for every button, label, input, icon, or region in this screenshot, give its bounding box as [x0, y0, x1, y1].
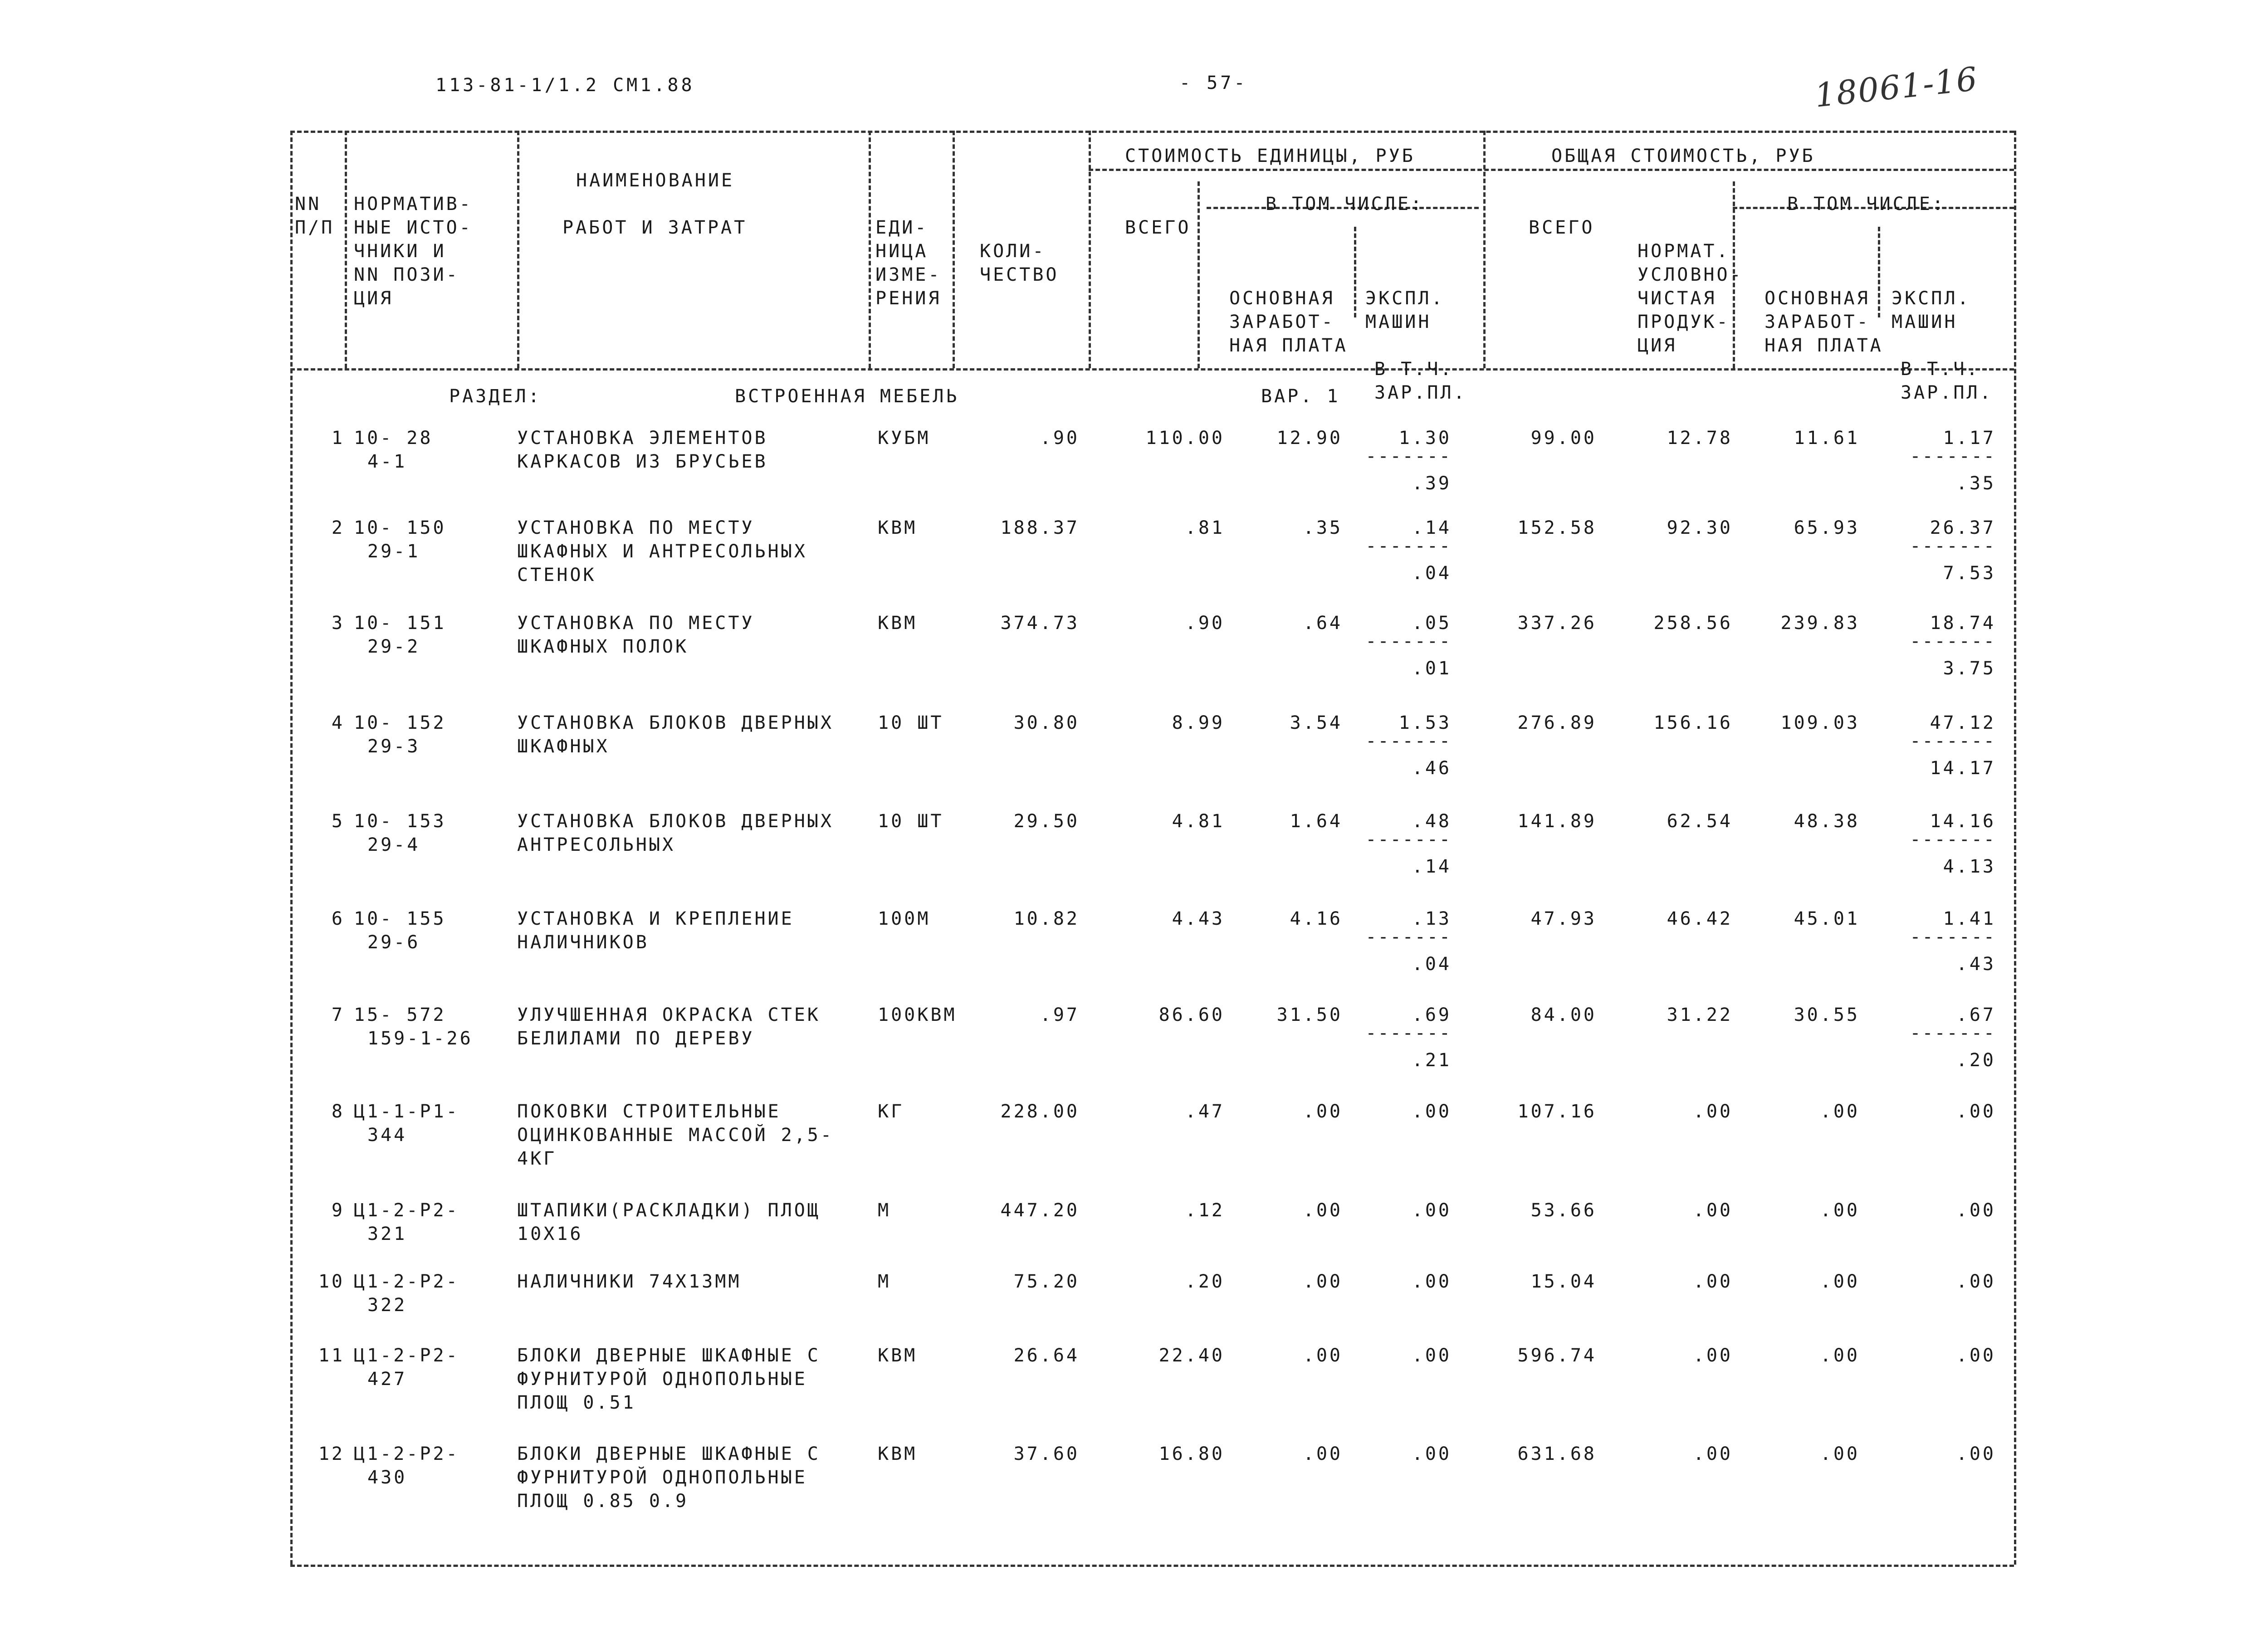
cell-u-mach: 1.53 — [1398, 712, 1452, 733]
cell-t-norm: .00 — [1693, 1271, 1733, 1292]
cell-unit: КВМ — [878, 1345, 918, 1366]
header-unit-cost: СТОИМОСТЬ ЕДИНИЦЫ, РУБ — [1125, 146, 1415, 166]
cell-t-mach: .67 — [1956, 1005, 1996, 1025]
cell-code: 430 — [367, 1467, 407, 1488]
cell-t-mach: 1.41 — [1943, 908, 1996, 929]
fraction-bar: ------- — [1910, 1023, 1996, 1044]
cell-t-wage: .00 — [1820, 1271, 1860, 1292]
cell-t-total: 276.89 — [1517, 712, 1597, 733]
cell-code: 29-3 — [367, 736, 420, 757]
cell-t-total: 141.89 — [1517, 811, 1597, 832]
cell-u-mach: .14 — [1412, 517, 1452, 538]
cell-t-wage: 11.61 — [1794, 428, 1860, 449]
cell-t-mach-wage: 7.53 — [1943, 563, 1996, 584]
cell-u-wage: 31.50 — [1276, 1005, 1343, 1025]
cell-u-mach: .00 — [1412, 1271, 1452, 1292]
cell-u-wage: .00 — [1303, 1101, 1343, 1122]
cell-u-total: .81 — [1185, 517, 1225, 538]
cell-unit: КВМ — [878, 1444, 918, 1464]
cell-qty: .97 — [1040, 1005, 1080, 1025]
cell-code: 4-1 — [367, 451, 407, 472]
cell-t-total: 99.00 — [1530, 428, 1597, 449]
cell-name: ШКАФНЫХ И АНТРЕСОЛЬНЫХ — [517, 541, 807, 562]
cell-name: НАЛИЧНИКОВ — [517, 932, 649, 953]
cell-u-mach-wage: .14 — [1412, 856, 1452, 877]
column-divider — [517, 131, 519, 368]
cell-name: ШТАПИКИ(РАСКЛАДКИ) ПЛОЩ — [517, 1200, 821, 1221]
cell-unit: 100М — [878, 908, 931, 929]
cell-t-total: 596.74 — [1517, 1345, 1597, 1366]
cell-t-wage: 48.38 — [1794, 811, 1860, 832]
cell-qty: 447.20 — [1000, 1200, 1080, 1221]
cell-name: ШКАФНЫХ — [517, 736, 610, 757]
header-norm-clean: НОРМАТ. УСЛОВНО- ЧИСТАЯ ПРОДУК- ЦИЯ — [1637, 241, 1743, 356]
cell-t-mach-wage: .20 — [1956, 1050, 1996, 1071]
cell-name: БЕЛИЛАМИ ПО ДЕРЕВУ — [517, 1028, 755, 1049]
fraction-bar: ------- — [1910, 631, 1996, 652]
cell-t-wage: .00 — [1820, 1345, 1860, 1366]
cell-t-norm: 12.78 — [1667, 428, 1733, 449]
column-divider — [2014, 131, 2016, 1565]
page-number: - 57- — [1179, 73, 1248, 93]
header-unit-machine: ЭКСПЛ. МАШИН — [1365, 288, 1445, 332]
cell-code: Ц1-2-Р2- — [354, 1271, 459, 1292]
cell-code: 10- 152 — [354, 712, 446, 733]
column-divider — [1089, 131, 1091, 368]
cell-u-total: .90 — [1185, 613, 1225, 634]
header-total-cost: ОБЩАЯ СТОИМОСТЬ, РУБ — [1551, 146, 1815, 166]
cell-n: 4 — [331, 712, 345, 733]
rule-line — [290, 1565, 2014, 1567]
cell-code: Ц1-2-Р2- — [354, 1345, 459, 1366]
fraction-bar: ------- — [1365, 927, 1452, 947]
header-unit-total: ВСЕГО — [1125, 217, 1191, 238]
cell-name: 10Х16 — [517, 1224, 583, 1244]
cell-qty: .90 — [1040, 428, 1080, 449]
cell-t-mach-wage: 3.75 — [1943, 658, 1996, 679]
cell-qty: 10.82 — [1013, 908, 1080, 929]
cell-t-mach: 26.37 — [1930, 517, 1996, 538]
cell-t-mach-wage: .35 — [1956, 473, 1996, 494]
cell-code: 10- 150 — [354, 517, 446, 538]
cell-code: 29-1 — [367, 541, 420, 562]
cell-t-total: 107.16 — [1517, 1101, 1597, 1122]
cell-u-mach-wage: .46 — [1412, 758, 1452, 779]
cell-u-mach: .00 — [1412, 1200, 1452, 1221]
cell-name: ШКАФНЫХ ПОЛОК — [517, 636, 689, 657]
cell-u-wage: 12.90 — [1276, 428, 1343, 449]
cell-unit: КВМ — [878, 517, 918, 538]
cell-qty: 26.64 — [1013, 1345, 1080, 1366]
cell-t-norm: 31.22 — [1667, 1005, 1733, 1025]
cell-t-wage: .00 — [1820, 1444, 1860, 1464]
cell-name: ОЦИНКОВАННЫЕ МАССОЙ 2,5- — [517, 1125, 834, 1146]
cell-u-mach-wage: .04 — [1412, 954, 1452, 975]
cell-qty: 75.20 — [1013, 1271, 1080, 1292]
cell-u-mach: .00 — [1412, 1101, 1452, 1122]
rule-line — [290, 131, 2014, 133]
header-col-name: НАИМЕНОВАНИЕ — [576, 170, 734, 191]
cell-unit: М — [878, 1271, 891, 1292]
column-divider — [1354, 227, 1356, 317]
rule-line — [1089, 169, 2014, 171]
header-unit-incl-wage: В Т.Ч. ЗАР.ПЛ. — [1374, 359, 1467, 403]
section-name: ВСТРОЕННАЯ МЕБЕЛЬ — [735, 386, 959, 407]
cell-name: УЛУЧШЕННАЯ ОКРАСКА СТЕК — [517, 1005, 821, 1025]
cell-t-total: 84.00 — [1530, 1005, 1597, 1025]
cell-t-wage: 30.55 — [1794, 1005, 1860, 1025]
cell-t-mach: 14.16 — [1930, 811, 1996, 832]
cell-code: 159-1-26 — [367, 1028, 473, 1049]
cell-t-total: 47.93 — [1530, 908, 1597, 929]
cell-n: 9 — [331, 1200, 345, 1221]
cell-unit: КГ — [878, 1101, 904, 1122]
cell-name: УСТАНОВКА БЛОКОВ ДВЕРНЫХ — [517, 712, 834, 733]
fraction-bar: ------- — [1910, 536, 1996, 556]
cell-n: 7 — [331, 1005, 345, 1025]
cell-t-norm: 156.16 — [1653, 712, 1733, 733]
cell-u-mach: .69 — [1412, 1005, 1452, 1025]
column-divider — [953, 131, 955, 368]
cell-t-wage: 109.03 — [1780, 712, 1860, 733]
cell-t-norm: .00 — [1693, 1200, 1733, 1221]
cell-n: 1 — [331, 428, 345, 449]
cell-code: 10- 153 — [354, 811, 446, 832]
cell-u-mach: .00 — [1412, 1345, 1452, 1366]
cell-u-mach-wage: .04 — [1412, 563, 1452, 584]
header-unit-basic-wage: ОСНОВНАЯ ЗАРАБОТ- НАЯ ПЛАТА — [1229, 288, 1348, 356]
cell-qty: 30.80 — [1013, 712, 1080, 733]
section-label: РАЗДЕЛ: — [449, 386, 542, 407]
cell-t-norm: .00 — [1693, 1444, 1733, 1464]
cell-t-norm: .00 — [1693, 1345, 1733, 1366]
cell-name: БЛОКИ ДВЕРНЫЕ ШКАФНЫЕ С — [517, 1444, 821, 1464]
cell-unit: М — [878, 1200, 891, 1221]
column-divider — [869, 131, 871, 368]
cell-u-wage: 4.16 — [1290, 908, 1343, 929]
cell-t-wage: 65.93 — [1794, 517, 1860, 538]
cell-u-total: .12 — [1185, 1200, 1225, 1221]
cell-n: 3 — [331, 613, 345, 634]
cell-code: Ц1-2-Р2- — [354, 1444, 459, 1464]
cell-code: 344 — [367, 1125, 407, 1146]
cell-t-total: 337.26 — [1517, 613, 1597, 634]
cell-name: ПЛОЩ 0.51 — [517, 1392, 636, 1413]
cell-code: Ц1-2-Р2- — [354, 1200, 459, 1221]
cell-u-wage: .00 — [1303, 1345, 1343, 1366]
cell-t-mach-wage: 4.13 — [1943, 856, 1996, 877]
fraction-bar: ------- — [1365, 631, 1452, 652]
cell-t-mach: 18.74 — [1930, 613, 1996, 634]
cell-name: УСТАНОВКА ЭЛЕМЕНТОВ — [517, 428, 768, 449]
header-col-number: NN П/П — [295, 194, 335, 238]
cell-code: 10- 155 — [354, 908, 446, 929]
cell-n: 6 — [331, 908, 345, 929]
header-total-basic-wage: ОСНОВНАЯ ЗАРАБОТ- НАЯ ПЛАТА — [1765, 288, 1883, 356]
cell-name: 4КГ — [517, 1148, 557, 1169]
cell-u-wage: 1.64 — [1290, 811, 1343, 832]
cell-u-total: 4.43 — [1172, 908, 1225, 929]
cell-name: АНТРЕСОЛЬНЫХ — [517, 834, 675, 855]
cell-t-mach: .00 — [1956, 1345, 1996, 1366]
cell-u-wage: 3.54 — [1290, 712, 1343, 733]
fraction-bar: ------- — [1365, 829, 1452, 850]
cell-t-total: 152.58 — [1517, 517, 1597, 538]
header-total-machine: ЭКСПЛ. МАШИН — [1892, 288, 1971, 332]
cell-t-mach: .00 — [1956, 1271, 1996, 1292]
fraction-bar: ------- — [1910, 927, 1996, 947]
column-divider — [1198, 181, 1200, 368]
cell-name: ПЛОЩ 0.85 0.9 — [517, 1491, 689, 1512]
cell-n: 12 — [318, 1444, 345, 1464]
cell-n: 2 — [331, 517, 345, 538]
cell-t-mach: 47.12 — [1930, 712, 1996, 733]
cell-u-total: 8.99 — [1172, 712, 1225, 733]
cell-t-norm: 46.42 — [1667, 908, 1733, 929]
cell-name: ПОКОВКИ СТРОИТЕЛЬНЫЕ — [517, 1101, 781, 1122]
cell-n: 10 — [318, 1271, 345, 1292]
cell-u-mach-wage: .21 — [1412, 1050, 1452, 1071]
cell-unit: КВМ — [878, 613, 918, 634]
cell-code: 10- 151 — [354, 613, 446, 634]
cell-u-total: 16.80 — [1158, 1444, 1225, 1464]
cell-qty: 228.00 — [1000, 1101, 1080, 1122]
cell-n: 8 — [331, 1101, 345, 1122]
fraction-bar: ------- — [1365, 446, 1452, 467]
cell-u-mach: .48 — [1412, 811, 1452, 832]
cell-u-wage: .00 — [1303, 1444, 1343, 1464]
cell-code: 321 — [367, 1224, 407, 1244]
fraction-bar: ------- — [1910, 446, 1996, 467]
cell-name: БЛОКИ ДВЕРНЫЕ ШКАФНЫЕ С — [517, 1345, 821, 1366]
fraction-bar: ------- — [1365, 1023, 1452, 1044]
cell-u-total: 4.81 — [1172, 811, 1225, 832]
cell-name: НАЛИЧНИКИ 74Х13ММ — [517, 1271, 742, 1292]
cell-u-total: 110.00 — [1145, 428, 1225, 449]
section-variant: ВАР. 1 — [1261, 386, 1340, 407]
cell-code: 29-6 — [367, 932, 420, 953]
cell-qty: 374.73 — [1000, 613, 1080, 634]
cell-u-total: .47 — [1185, 1101, 1225, 1122]
rule-line — [290, 368, 2014, 371]
cell-unit: 10 ШТ — [878, 712, 944, 733]
handwritten-number: 18061-16 — [1813, 59, 1980, 115]
cell-qty: 29.50 — [1013, 811, 1080, 832]
cell-t-norm: 62.54 — [1667, 811, 1733, 832]
cell-name: ФУРНИТУРОЙ ОДНОПОЛЬНЫЕ — [517, 1369, 807, 1390]
cell-t-wage: .00 — [1820, 1200, 1860, 1221]
cell-n: 5 — [331, 811, 345, 832]
header-total-total: ВСЕГО — [1529, 217, 1595, 238]
cell-code: 427 — [367, 1369, 407, 1390]
fraction-bar: ------- — [1910, 829, 1996, 850]
cell-t-mach: 1.17 — [1943, 428, 1996, 449]
cell-t-mach-wage: .43 — [1956, 954, 1996, 975]
cell-name: УСТАНОВКА И КРЕПЛЕНИЕ — [517, 908, 794, 929]
cell-u-wage: .64 — [1303, 613, 1343, 634]
cell-name: СТЕНОК — [517, 565, 596, 585]
cell-t-mach-wage: 14.17 — [1930, 758, 1996, 779]
cell-u-total: 22.40 — [1158, 1345, 1225, 1366]
header-unit-incl: В ТОМ ЧИСЛЕ: — [1266, 194, 1424, 215]
cell-t-wage: 45.01 — [1794, 908, 1860, 929]
cell-u-mach-wage: .39 — [1412, 473, 1452, 494]
cell-code: 29-2 — [367, 636, 420, 657]
cell-u-mach: .00 — [1412, 1444, 1452, 1464]
cell-t-mach: .00 — [1956, 1444, 1996, 1464]
cell-t-mach: .00 — [1956, 1200, 1996, 1221]
column-divider — [290, 131, 293, 1565]
cell-code: Ц1-1-Р1- — [354, 1101, 459, 1122]
fraction-bar: ------- — [1365, 536, 1452, 556]
cell-qty: 37.60 — [1013, 1444, 1080, 1464]
cell-u-mach: .13 — [1412, 908, 1452, 929]
cell-t-wage: 239.83 — [1780, 613, 1860, 634]
cell-u-mach: .05 — [1412, 613, 1452, 634]
header-col-source: НОРМАТИВ- НЫЕ ИСТО- ЧНИКИ И NN ПОЗИ- ЦИЯ — [354, 194, 473, 309]
cell-unit: 100КВМ — [878, 1005, 957, 1025]
cell-t-total: 631.68 — [1517, 1444, 1597, 1464]
header-col-unit: ЕДИ- НИЦА ИЗМЕ- РЕНИЯ — [875, 217, 942, 309]
cell-u-mach: 1.30 — [1398, 428, 1452, 449]
cell-name: УСТАНОВКА ПО МЕСТУ — [517, 613, 755, 634]
cell-name: КАРКАСОВ ИЗ БРУСЬЕВ — [517, 451, 768, 472]
cell-code: 15- 572 — [354, 1005, 446, 1025]
document-code: 113-81-1/1.2 СМ1.88 — [435, 75, 695, 96]
cell-name: ФУРНИТУРОЙ ОДНОПОЛЬНЫЕ — [517, 1467, 807, 1488]
cell-t-norm: 258.56 — [1653, 613, 1733, 634]
cell-unit: КУБМ — [878, 428, 931, 449]
cell-code: 29-4 — [367, 834, 420, 855]
cell-name: УСТАНОВКА БЛОКОВ ДВЕРНЫХ — [517, 811, 834, 832]
column-divider — [1483, 131, 1486, 368]
header-col-qty: КОЛИ- ЧЕСТВО — [980, 241, 1059, 285]
cell-t-norm: 92.30 — [1667, 517, 1733, 538]
cell-code: 322 — [367, 1295, 407, 1316]
header-col-name-2: РАБОТ И ЗАТРАТ — [562, 217, 748, 238]
cell-u-wage: .35 — [1303, 517, 1343, 538]
cell-unit: 10 ШТ — [878, 811, 944, 832]
cell-n: 11 — [318, 1345, 345, 1366]
cell-t-total: 53.66 — [1530, 1200, 1597, 1221]
cell-qty: 188.37 — [1000, 517, 1080, 538]
cell-u-total: 86.60 — [1158, 1005, 1225, 1025]
cell-t-norm: .00 — [1693, 1101, 1733, 1122]
cell-t-total: 15.04 — [1530, 1271, 1597, 1292]
header-total-incl: В ТОМ ЧИСЛЕ: — [1787, 194, 1945, 215]
cell-code: 10- 28 — [354, 428, 433, 449]
fraction-bar: ------- — [1365, 731, 1452, 751]
cell-t-mach: .00 — [1956, 1101, 1996, 1122]
cell-u-total: .20 — [1185, 1271, 1225, 1292]
fraction-bar: ------- — [1910, 731, 1996, 751]
header-total-incl-wage: В Т.Ч. ЗАР.ПЛ. — [1901, 359, 1993, 403]
cell-name: УСТАНОВКА ПО МЕСТУ — [517, 517, 755, 538]
cell-u-mach-wage: .01 — [1412, 658, 1452, 679]
cell-u-wage: .00 — [1303, 1200, 1343, 1221]
cell-u-wage: .00 — [1303, 1271, 1343, 1292]
cell-t-wage: .00 — [1820, 1101, 1860, 1122]
